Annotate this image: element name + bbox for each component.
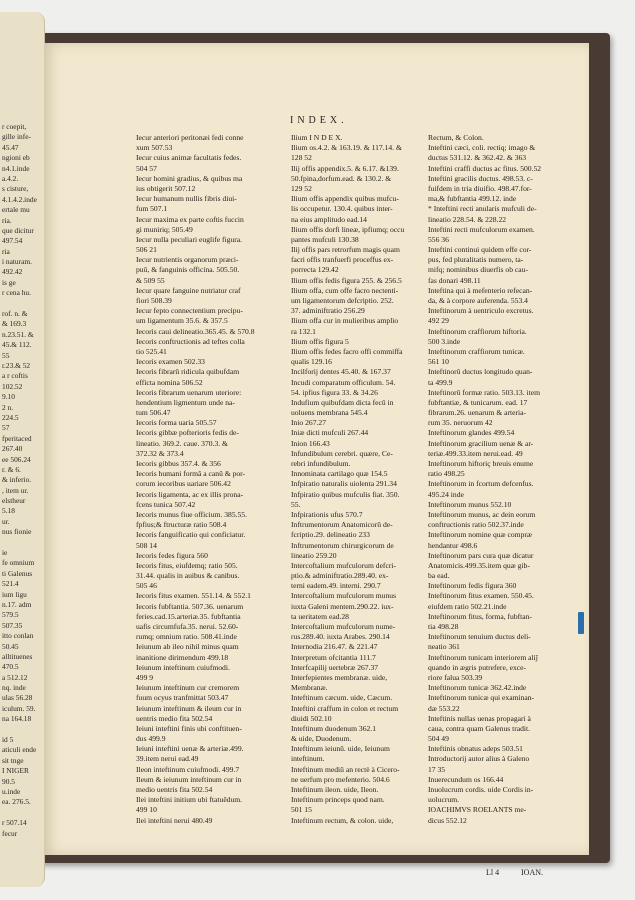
left-page-line: 50.45 xyxy=(2,641,19,651)
catchword: IOAN. xyxy=(521,868,543,877)
left-page-line: 579.5 xyxy=(2,610,19,620)
index-line: Inteftini cæci, coli. rectiq; imago & xyxy=(428,143,536,153)
left-page-line: r cena hu. xyxy=(2,288,31,298)
index-column-2 xyxy=(291,133,434,826)
index-line: diuidi 502.10 xyxy=(291,713,332,723)
index-line: Inuerecundum os 166.44 xyxy=(428,774,504,784)
index-line: mifq; nominibus diuerfis ob cau- xyxy=(428,265,528,275)
index-line: hendentium ligmentum unde na- xyxy=(136,397,235,407)
index-line: rumq; omnium ratio. 508.41.inde xyxy=(136,632,237,642)
index-line: Iecur quare fanguine nutriatur craf xyxy=(136,285,241,295)
left-page-line xyxy=(2,538,44,548)
index-line: Intercoftalium mufculorum nume- xyxy=(291,622,396,631)
index-line: medio uentris fita 502.54 xyxy=(136,785,213,794)
index-line: Inteftini recti mufculorum examen. xyxy=(428,224,535,234)
left-page-line: 4.1.4.2.inde xyxy=(2,194,37,204)
left-page-line: ti Galenus xyxy=(2,568,33,578)
index-line: Inteftinorum fitus, forma, fubftan- xyxy=(428,611,532,621)
index-line: Ieiunum inteftinum cuiufmodi. xyxy=(136,662,230,672)
index-line: Inteftinum ieiunû. uide, Ieiunum xyxy=(291,744,390,754)
index-line: Inteftinorum à uentriculo excretus. xyxy=(428,306,534,316)
index-line: 37. adminiftratio 256.29 xyxy=(291,306,365,316)
left-page-line: gille infe- xyxy=(2,132,31,142)
index-line: Inteftinum rectum, & colon. uide, xyxy=(291,815,394,825)
index-line: 505 46 xyxy=(136,581,157,591)
index-line: Inftrumentorum chirurgicorum de xyxy=(291,540,394,550)
index-line: Ilium offis dorfi lineæ, ipfiumq; occu xyxy=(291,224,405,234)
index-line: Inteftinorum in fcortum defcenfus. xyxy=(428,479,534,489)
left-page-line: ertale mu xyxy=(2,205,30,215)
page-header: INDEX. xyxy=(290,115,348,126)
index-line: fcens tunica 507.42 xyxy=(136,499,196,509)
index-page xyxy=(44,43,589,877)
index-line: 128 52 xyxy=(291,153,312,163)
index-line: Ilei inteftini initium ubi ftatuêdum. xyxy=(136,795,243,805)
index-line: ratio 498.25 xyxy=(428,469,465,479)
left-page-line: nq. inde xyxy=(2,683,26,693)
index-line: riore falua 503.39 xyxy=(428,672,483,682)
left-page-line: 492.42 xyxy=(2,267,23,277)
index-line: porrecta 129.42 xyxy=(291,265,339,275)
index-line: fcriptio.29. delineatio 233 xyxy=(291,530,370,540)
index-line: Iecoris fibrarû ridicula quibufdam xyxy=(136,367,240,377)
left-page-line: ur. xyxy=(2,516,10,526)
index-line: rum 35. neruorum 42 xyxy=(428,418,493,428)
index-line: Ilium I N D E X. xyxy=(291,133,343,142)
left-page-line: 102.52 xyxy=(2,381,23,391)
index-line: Inteftinorum tunicam interiorem aliĵ xyxy=(428,652,538,662)
index-line: Iecoris fitus examen. 551.14. & 552.1 xyxy=(136,591,251,601)
index-line: Inteftini continui quidem effe cor- xyxy=(428,245,532,255)
index-line: da, & à corpore auferenda. 553.4 xyxy=(428,296,528,305)
index-line: * Inteftini recti anularis mufculi de- xyxy=(428,204,537,214)
left-page-line: 521.4 xyxy=(2,579,19,589)
left-page-line: 507.35 xyxy=(2,620,23,630)
index-line: Inftrumentorum Anatomicorû de- xyxy=(291,520,393,530)
index-line: 372.32 & 373.4 xyxy=(136,448,184,458)
left-page-text xyxy=(0,12,44,839)
index-line: Ilium os.4.2. & 163.19. & 117.14. & xyxy=(291,143,402,153)
index-column-3 xyxy=(428,133,558,826)
index-line: Ilium offis appendix quibus mufcu- xyxy=(291,194,399,204)
index-line: Inteftinum duodenum 362.1 xyxy=(291,723,376,733)
index-line: uolucrum. xyxy=(428,795,460,805)
index-line: na eius amplitudo ead.14 xyxy=(291,214,367,224)
index-line: dæ 553.22 xyxy=(428,703,460,713)
left-page-line: fperitaced xyxy=(2,433,32,443)
index-line: Iecur humanum nullis fibris diui- xyxy=(136,194,237,204)
left-page-line: 2 n. xyxy=(2,402,14,412)
left-page-line: 224.5 xyxy=(2,412,19,422)
index-line: Introductorij autor alius à Galeno xyxy=(428,754,530,764)
index-line: 499 10 xyxy=(136,805,157,815)
left-page-line: iculum. 59. xyxy=(2,703,36,713)
index-line: 504 49 xyxy=(428,734,449,744)
index-line: Inteftinis nullas uenas propagari à xyxy=(428,713,531,723)
bookmark-tab xyxy=(578,612,584,634)
left-page-line: 470.5 xyxy=(2,662,19,672)
index-line: Inteftini craffum in colon et rectum xyxy=(291,703,399,713)
index-line: Inio 267.27 xyxy=(291,418,327,428)
index-line: terni eadem.49. interni. 290.7 xyxy=(291,581,381,591)
index-line: puû, & fanguinis officina. 505.50. xyxy=(136,265,240,275)
index-line: Inteftini gracilis ductus. 498.53. c- xyxy=(428,173,533,183)
index-line: Inteftinorum gracilium uenæ & ar- xyxy=(428,438,534,448)
index-line: fas donari 498.11 xyxy=(428,275,481,285)
left-page-line: alltituenes xyxy=(2,651,33,661)
left-page-line: 9.10 xyxy=(2,392,15,402)
left-facing-page xyxy=(0,12,45,887)
index-line: Iecoris caui delineatio.365.45. & 570.8 xyxy=(136,326,255,336)
index-line: Iecoris fibrarum uenarum uteriore: xyxy=(136,387,242,397)
index-line: Iecoris gibbus 357.4. & 356 xyxy=(136,459,221,468)
index-line: quando in ægris putrefere, exce- xyxy=(428,662,527,672)
index-line: ta 499.9 xyxy=(428,377,453,387)
left-page-line: n.17. adm xyxy=(2,599,32,609)
left-page-line: ium ligu xyxy=(2,589,27,599)
index-line: Iecoris humani formâ a canû & por- xyxy=(136,469,246,479)
index-line: Inteftinorum munus 552.10 xyxy=(428,499,512,509)
index-line: Inuolucrum cordis. uide Cordis in- xyxy=(428,785,534,794)
index-line: Ilij offis pars retrorfum magis quam xyxy=(291,245,400,255)
index-line: fubftantiæ, & tunicarum. ead. 17 xyxy=(428,397,528,407)
left-page-line: que dicitur xyxy=(2,225,34,235)
left-page-line: 45.47 xyxy=(2,142,19,152)
index-line: iuxta Galeni mentem.290.22. iux- xyxy=(291,601,394,611)
index-line: Ilei inteftini nerui 480.49 xyxy=(136,815,213,825)
index-line: uafis circumfufa.35. nerui. 52.60- xyxy=(136,622,239,631)
index-line: efficta nomina 506.52 xyxy=(136,377,203,387)
index-line: Iecur cuius animæ facultatis fedes. xyxy=(136,153,242,163)
index-line: Interfepientes membranæ. uide, xyxy=(291,672,388,682)
left-page-line: a.4.2. xyxy=(2,173,19,183)
index-line: 129 52 xyxy=(291,183,312,193)
index-line: caua, contra quam Galenus tradit. xyxy=(428,723,531,733)
index-line: fiori 508.39 xyxy=(136,296,172,305)
index-line: Iecur nulla peculiari euglife figura. xyxy=(136,234,243,244)
left-page-line: ulas 56.28 xyxy=(2,693,33,703)
index-line: Inteftinorum craffiorum hiftoria. xyxy=(428,326,527,336)
left-page-line: a r coftis xyxy=(2,371,28,381)
index-line: Inteftinorum fedis figura 360 xyxy=(428,581,517,591)
index-line: qualis 129.16 xyxy=(291,357,332,367)
index-line: 500 3.inde xyxy=(428,336,461,346)
index-line: Infpiratio naturalis uiolenta 291.34 xyxy=(291,479,397,489)
index-line: dus 499.9 xyxy=(136,734,166,744)
index-line: & uide, Duodenum. xyxy=(291,734,352,744)
index-line: gi muniriq; 505.49 xyxy=(136,224,193,234)
index-line: facri offis tranfuerfi proceffus ex- xyxy=(291,255,394,265)
index-line: Ieiunum ab ileo nihil minus quam xyxy=(136,642,239,652)
left-page-line: na 164.18 xyxy=(2,714,32,724)
left-page-line: i naturam. xyxy=(2,257,32,267)
index-line: fum 507.1 xyxy=(136,204,168,214)
left-page-line: 5.18 xyxy=(2,506,15,516)
index-line: Inteftinorum pars cura quæ dicatur xyxy=(428,550,534,560)
index-line: pantes mufculi 130.38 xyxy=(291,234,359,244)
index-line: ma,& fubftantia 499.12. inde xyxy=(428,194,517,204)
index-line: Innominata cartilago quæ 154.5 xyxy=(291,469,388,479)
index-line: ba ead. xyxy=(428,571,450,581)
index-line: & 509 55 xyxy=(136,275,165,285)
left-page-line: 55 xyxy=(2,350,10,360)
index-line: Ilium offis fedes facro offi commiffa xyxy=(291,346,403,356)
index-column-1 xyxy=(136,133,279,826)
index-line: fuifdem in tria diuifio. 498.47.for- xyxy=(428,183,532,193)
left-page-line: 497.54 xyxy=(2,236,23,246)
index-line: Intercoftalium mufculorum munus xyxy=(291,591,397,601)
index-line: Iecoris fanguificatio qui conficiatur. xyxy=(136,530,246,540)
left-page-line: ie xyxy=(2,548,8,558)
index-line: Inteftinorum tenuium ductus deli- xyxy=(428,632,531,642)
index-line: Infpiratio quibus mufculis fiat. 350. xyxy=(291,489,400,499)
index-line: Iecoris forma uaria 505.57 xyxy=(136,418,217,428)
index-line: ptio.& adminiftratio.289.40. ex- xyxy=(291,571,389,581)
index-line: fibrarum.26. uenarum & arteria- xyxy=(428,408,527,418)
index-line: Inteftina qui à mefenterio refecan- xyxy=(428,285,533,295)
index-line: Incudi comparatum officulum. 54. xyxy=(291,377,396,387)
left-page-line: & inferio. xyxy=(2,475,32,485)
index-line: uentris medio fita 502.54 xyxy=(136,713,213,723)
index-line: Iecoris fitus, eiufdemq; ratio 505. xyxy=(136,560,238,570)
index-line: Infpirationis ufus 570.7 xyxy=(291,509,363,519)
index-line: IOACHIMVS ROELANTS me- xyxy=(428,805,527,815)
index-line: 31.44. qualis in auibus & canibus. xyxy=(136,571,240,581)
index-line: Incilforij dentes 45.40. & 167.37 xyxy=(291,367,391,377)
index-line: neatio 361 xyxy=(428,642,460,652)
index-line: 561 10 xyxy=(428,357,449,367)
left-page-line: fe omnium xyxy=(2,558,35,568)
index-line: Interfcapilij uertebræ 267.37 xyxy=(291,662,379,672)
index-line: ne uerfum pro mefenterio. 504.6 xyxy=(291,774,390,784)
index-line: tum 506.47 xyxy=(136,408,171,418)
index-line: Iecoris munus fiue officium. 385.55. xyxy=(136,509,248,519)
index-line: 501 15 xyxy=(291,805,312,815)
index-line: Inteftinorum craffiorum tunicæ. xyxy=(428,346,525,356)
index-line: tio 525.41 xyxy=(136,346,167,356)
index-line: Ilium offa cur in mulieribus amplio xyxy=(291,316,399,326)
index-line: 54. ipfius figura 33. & 34.26 xyxy=(291,387,378,397)
index-line: Inteftini craffi ductus ac fitus. 500.52 xyxy=(428,163,542,173)
index-line: fpfius;& ftructuræ ratio 508.4 xyxy=(136,520,227,530)
left-page-line: ee 506.24 xyxy=(2,454,31,464)
index-line: 492 29 xyxy=(428,316,449,326)
index-line: Iecur fepto connectentium precipu- xyxy=(136,306,243,316)
index-line: teriæ.499.33.item nerui.ead. 49 xyxy=(428,448,523,458)
index-line: Inteftinorum tunicæ 362.42.inde xyxy=(428,683,527,693)
index-line: um ligamentorum defcriptio. 252. xyxy=(291,296,394,305)
left-page-line: 57 xyxy=(2,423,10,433)
index-line: Infundibulum cerebri. quære, Ce- xyxy=(291,448,393,458)
left-page-line: r 507.14 xyxy=(2,818,27,828)
index-line: uoluens membrana 545.4 xyxy=(291,408,368,418)
index-line: Ilium offis figura 5 xyxy=(291,336,349,346)
index-line: 17 35 xyxy=(428,764,446,774)
left-page-line: itto conlan xyxy=(2,631,34,641)
index-line: ra 132.1 xyxy=(291,326,316,336)
index-line: Iniæ dicti mufculi 267.44 xyxy=(291,428,369,438)
left-page-line xyxy=(2,808,44,818)
index-line: Inteftinorû ductus longitudo quan- xyxy=(428,367,533,377)
left-page-line: r coepit, xyxy=(2,122,27,131)
index-line: 508 14 xyxy=(136,540,157,550)
index-line: lis occupetur. 130.4. quibus inter- xyxy=(291,204,393,214)
index-line: Inteftinorû formæ ratio. 503.13. item xyxy=(428,387,540,397)
index-line: 506 21 xyxy=(136,245,157,255)
index-line: Ieiunum inteftinum cur cremorem xyxy=(136,683,240,693)
index-line: Anatomicis.499.35.item quæ gib- xyxy=(428,560,530,570)
index-line: Inteftinorum nomine quæ compræ xyxy=(428,530,532,540)
index-line: inteftinum. xyxy=(291,754,325,764)
index-line: Rectum, & Colon. xyxy=(428,133,484,142)
index-line: 55. xyxy=(291,499,301,509)
left-page-line: ria. xyxy=(2,215,12,225)
left-page-line: I NIGER xyxy=(2,766,29,776)
index-line: Inteftinum princeps quod nam. xyxy=(291,795,385,805)
index-line: 499 9 xyxy=(136,672,154,682)
left-page-line: n.23.51. & xyxy=(2,329,34,339)
index-line: Iecur anteriori peritonæi fedi conne xyxy=(136,133,244,142)
left-page-line: s cisture, xyxy=(2,184,29,194)
index-line: Inteftinorum tunicæ qui examinan- xyxy=(428,693,535,703)
index-line: Intercoftalium mufculorum defcri- xyxy=(291,560,397,570)
left-page-line xyxy=(2,725,44,735)
index-line: Indufium quibufdam dicta fecû in xyxy=(291,397,394,407)
signature-mark: Ll 4 xyxy=(486,868,500,877)
left-page-line: a 512.12 xyxy=(2,672,28,682)
index-line: dicus 552.12 xyxy=(428,815,467,825)
index-line: um ligamentum 35.6. & 357.5 xyxy=(136,316,228,326)
index-line: Inteftinorum hiftoriç breuis enume xyxy=(428,459,534,468)
index-line: Iecur maxima ex parte coftis fuccin xyxy=(136,214,244,224)
index-line: hendantur 498.6 xyxy=(428,540,478,550)
left-page-line: ria xyxy=(2,246,10,256)
left-page-line: nus fionie xyxy=(2,527,32,537)
index-line: Iecoris fedes figura 560 xyxy=(136,550,208,560)
index-line: Inteftinis obnatus adeps 503.51 xyxy=(428,744,523,754)
left-page-line: ngioni eb xyxy=(2,153,30,163)
index-line: Ileon inteftinum cuiufmodi. 499.7 xyxy=(136,764,240,774)
index-line: ta ueritatem ead.28 xyxy=(291,611,349,621)
index-line: Ieiuni inteftini uenæ & arteriæ.499. xyxy=(136,744,244,754)
index-line: Ilij offis appendix.5. & 6.17. &139. xyxy=(291,163,399,173)
index-line: Internodia 216.47. & 221.47 xyxy=(291,642,378,652)
index-line: eiufdem ratio 502.21.inde xyxy=(428,601,507,611)
left-page-line: id 5 xyxy=(2,735,14,745)
left-page-line: is ge xyxy=(2,277,16,287)
index-line: 504 57 xyxy=(136,163,157,173)
index-line: rus.289.40. iuxta Arabes. 290.14 xyxy=(291,632,390,642)
left-page-line: sit tnge xyxy=(2,755,24,765)
left-page-line: fecur xyxy=(2,828,18,838)
index-line: fuum ocyus tranfmittat 503.47 xyxy=(136,693,229,703)
index-line: Iecur nutrientis organorum præci- xyxy=(136,255,239,265)
index-line: Iecoris ligamenta, ac ex illis prona- xyxy=(136,489,244,499)
index-line: Iecoris conftructionis ad teftes colla xyxy=(136,336,245,346)
left-page-line: & 169.3 xyxy=(2,319,27,329)
index-line: Iecoris examen 502.33 xyxy=(136,357,205,367)
left-page-line: elstheur xyxy=(2,496,26,506)
left-page-line: r. & 6. xyxy=(2,464,21,474)
index-line: conftructionis ratio 502.37.inde xyxy=(428,520,524,530)
index-line: 50.fpina,dorfum.ead. & 130.2. & xyxy=(291,173,392,183)
index-line: ductus 531.12. & 362.42. & 363 xyxy=(428,153,527,163)
index-line: Ilium offis fedis figura 255. & 256.5 xyxy=(291,275,402,285)
index-line: Inteftinum cæcum. uide, Cæcum. xyxy=(291,693,393,703)
left-page-line: , item ur. xyxy=(2,485,29,495)
index-line: Inteftinorum glandes 499.54 xyxy=(428,428,515,438)
index-line: corum iecoribus uariare 506.42 xyxy=(136,479,231,489)
index-line: Ieiuni inteftini finis ubi conftituen- xyxy=(136,723,242,733)
left-page-line: 45.& 112. xyxy=(2,340,32,350)
left-page-line: r.23.& 52 xyxy=(2,360,31,370)
index-line: tia 498.28 xyxy=(428,622,459,631)
index-line: 556 36 xyxy=(428,234,449,244)
index-line: Inteftinum ileon. uide, Ileon. xyxy=(291,785,379,794)
index-line: xum 507.53 xyxy=(136,143,173,153)
index-line: lineatio. 369.2. caue. 370.3. & xyxy=(136,438,228,448)
index-line: Iecoris gibbæ pofterioris fedis de- xyxy=(136,428,239,438)
index-line: Inteftinum mediû an rectè à Cicero- xyxy=(291,764,400,774)
index-line: inanitione dirimendum 499.18 xyxy=(136,652,229,662)
index-line: feries.cad.15.arteriæ.35. fubftantia xyxy=(136,611,241,621)
index-line: rebri infundibulum. xyxy=(291,459,351,468)
index-line: Membranæ. xyxy=(291,683,328,693)
index-line: Inteftinorum munus, ac dein eorum xyxy=(428,509,536,519)
index-line: Ieiunum inteftinum & ileum cur in xyxy=(136,703,242,713)
index-line: ius obtigerit 507.12 xyxy=(136,183,196,193)
index-line: 39.item nerui ead.49 xyxy=(136,754,199,764)
index-line: Iecur homini gradius, & quibus ma xyxy=(136,173,243,183)
left-page-line: n4.1.inde xyxy=(2,163,30,173)
left-page-line: aticuli ende xyxy=(2,745,37,755)
left-page-line: 90.5 xyxy=(2,776,15,786)
index-line: 495.24 inde xyxy=(428,489,464,499)
left-page-line: u.inde xyxy=(2,787,21,796)
left-page-line xyxy=(2,299,44,309)
index-line: Iecoris fubftantia. 507.36. uenarum xyxy=(136,601,244,611)
left-page-line: 267.40 xyxy=(2,444,23,454)
index-line: Ilium offa, cum offe facro nectenti- xyxy=(291,285,399,295)
left-page-line: rof. n. & xyxy=(2,309,28,319)
index-line: Inteftinorum fitus examen. 550.45. xyxy=(428,591,534,601)
index-line: lineatio 259.20 xyxy=(291,550,337,560)
index-line: Inion 166.43 xyxy=(291,438,330,448)
index-line: lineatio 228.54. & 228.22 xyxy=(428,214,507,224)
index-line: Ileum & ieiunum inteftinum cur in xyxy=(136,774,242,784)
index-line: Interpretum ofcitantia 111.7 xyxy=(291,652,376,662)
index-line: pus, fed pluralitatis numero, ta- xyxy=(428,255,524,265)
left-page-line: ea. 276.5. xyxy=(2,797,31,807)
